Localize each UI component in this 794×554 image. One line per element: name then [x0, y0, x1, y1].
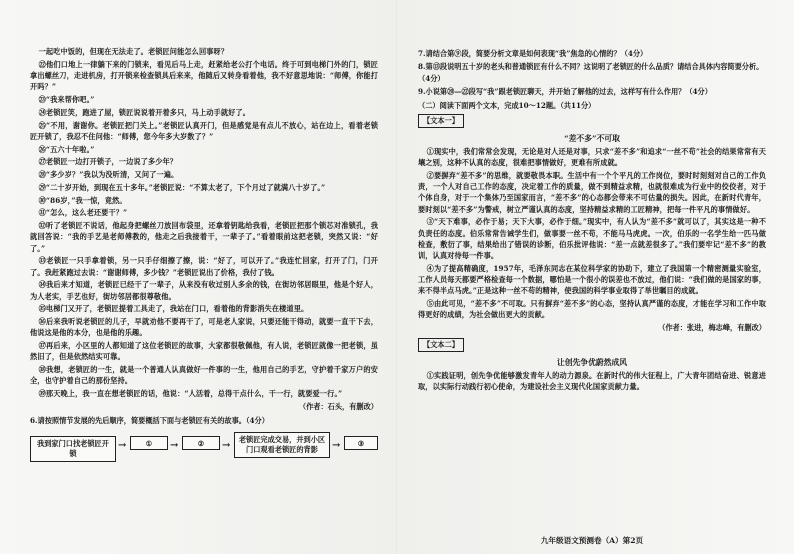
paragraph: ③“天下难事，必作于易；天下大事，必作于细。”现实中，有人认为“差不多”就可以了，其实这是一种不负责任的态度。伯乐常常告诫学生们，做事要一丝不苟，不能马马虎虎。一次，伯乐的一名学生给一匹马做检查，敷衍了事，结果给出了错误的诊断，伯乐批评他说：“差一点就差很多了。”我们要牢记“差不多”的教训，认真对待每一件事。 — [418, 217, 766, 260]
section-heading: （二）阅读下面两个文本，完成10～12题。（共11分） — [418, 101, 596, 110]
arrow-right-icon: → — [222, 440, 231, 452]
paragraph: ①现实中，我们常常会发现，无论是对人还是对事，只求“差不多”和追求“一丝不苟”社会的结果常常有天壤之别，这种不认真的态度，很难把事情做好，更难有所成就。 — [418, 146, 766, 167]
arrow-right-icon: → — [118, 440, 127, 452]
paragraph: ㉛“怎么，这么老还要干？” — [38, 208, 128, 218]
flow-box-blank-2[interactable]: ② — [182, 436, 220, 450]
question-8: 8.第⑬段说明五十岁的老头和普通锁匠有什么不同？这说明了老锁匠的什么品质？请结合具体内容简要分析。（4分） — [418, 62, 764, 83]
arrow-right-icon: → — [170, 440, 179, 452]
paragraph: ㉜听了老锁匠不说话，他起身把螺丝刀放回布袋里，还拿着钥匙给我看，老锁匠把那个锁芯对准锁孔，我就回答说：“我的手艺是老师傅教的，他走之后我接着干，一辈子了。”看着眼前这把老锁，突然又说：“好了。” — [30, 221, 378, 253]
question-6: 6.请按照情节发展的先后顺序，简要概括下面与老锁匠有关的故事。（4分） — [30, 416, 269, 425]
paragraph: ㊱后来我听说老锁匠的儿子，早就劝他不要再干了，可是老人家说，只要还能干得动，就要一直干下去，他说这是他的本分，也是他的乐趣。 — [30, 317, 378, 338]
question-9: 9.小说第⑳—㉒段写“我”跟老锁匠聊天，并开始了解他的过去，这样写有什么作用？（4分） — [418, 86, 712, 96]
flow-box-middle: 老锁匠完成交易，并到小区门口观看老锁匠的背影 — [234, 432, 330, 458]
text1-title: “差不多”不可取 — [564, 133, 620, 143]
flow-box-start: 我到家门口找老锁匠开锁 — [30, 436, 116, 462]
paragraph: ㉝老锁匠一只手拿着锁，另一只手仔细擦了擦，说：“好了，可以开了。”我连忙回家，打开了门，门开了。我赶紧跑过去说：“谢谢师傅，多少钱？”老锁匠说出了价格，我付了钱。 — [30, 256, 378, 277]
text1-source: （作者：张进，梅志峰，有删改） — [658, 323, 766, 332]
paragraph: ㉘“多少岁？”我以为没听清，又问了一遍。 — [38, 170, 179, 179]
paragraph: ㉕“不用，谢谢你。老锁匠把门关上。”老锁匠认真开门，但是感觉是有点儿不放心，站在边上，看着老锁匠开锁了，我忍不住问他：“师傅，您今年多大岁数了？” — [30, 120, 378, 141]
paragraph: ㉟电梯门又开了，老锁匠提着工具走了，我站在门口，看着他的背影消失在楼道里。 — [38, 304, 309, 314]
paragraph: ㉙“二十岁开始，到现在五十多年。”老锁匠说：“不算太老了，下个月过了就满八十岁了。” — [38, 182, 326, 192]
paragraph: ㉖“五六十年啦。” — [38, 144, 95, 154]
arrow-right-icon: → — [332, 440, 341, 452]
paragraph: ㉓“我来帮你吧。” — [38, 95, 95, 104]
paragraph: ㉞我后来才知道，老锁匠已经干了一辈子，从来没有收过别人多余的钱，在街坊邻居眼里，他是个好人，为人老实，手艺也好，街坊邻居都很尊敬他。 — [30, 280, 378, 301]
paragraph: 一起吃中饭的，但现在无法走了。老锁匠问能怎么回事呀？ — [38, 47, 229, 56]
paragraph: ㊴那天晚上，我一直在想老锁匠的话，他说：“人活着，总得干点什么，干一行，就要爱一行。” — [38, 389, 343, 398]
story-source: （作者：石头，有删改） — [298, 401, 378, 411]
text1-label: 【文本一】 — [418, 114, 464, 127]
paragraph: ㊲再后来，小区里的人都知道了这位老锁匠的故事，大家都很敬佩他，有人说，老锁匠就像一把老锁，虽然旧了，但是依然结实可靠。 — [30, 341, 378, 362]
paragraph: ①实践证明，创先争优能够激发青年人的动力源泉。在新时代的伟大征程上，广大青年团结奋进、锐意进取，以实际行动践行初心使命，为建设社会主义现代化国家贡献力量。 — [418, 370, 766, 391]
paragraph: ㉗老锁匠一边打开锁子，一边说了多少年？ — [38, 157, 178, 167]
right-column — [418, 46, 766, 394]
paragraph: ㉔老锁匠笑，跑进了屋，锁匠说说着开着多只，马上动手就好了。 — [38, 107, 250, 117]
paragraph: ②要摒弃“差不多”的思维，就要敬畏本职。生活中有一个个平凡的工作岗位，要时时刻刻对自己的工作负责，一个人对自己工作的态度，决定着工作的质量，做不到精益求精，也就很难成为行业中的佼佼者，对于个体自身，对于一个集体乃至国家而言，“差不多”的心态都会带来不可估量的损失。因此，在新时代青年，要时刻以“差不多”为警戒，树立严谨认真的态度，坚持精益求精的工匠精神，把每一件平凡的事情做好。 — [418, 170, 766, 214]
paragraph: ⑤由此可见，“差不多”不可取。只有摒弃“差不多”的心态，坚持认真严谨的态度，才能在学习和工作中取得更好的成绩，为社会做出更大的贡献。 — [418, 299, 766, 320]
page-footer: 九年级语文预测卷（A）第2页 — [540, 536, 644, 545]
paragraph: ④为了提高精确度，1957年，毛泽东同志在某位科学家的协助下，建立了我国第一个精密测量实验室，工作人员每天都要严格检查每一个数据，哪怕是一个很小的误差也不放过，他们说：“我们做的是国家的事，来不得半点马虎。”正是这种一丝不苟的精神，使我国的科学事业取得了举世瞩目的成就。 — [418, 263, 766, 296]
left-column — [30, 46, 378, 466]
flow-box-blank-1[interactable]: ① — [130, 436, 168, 450]
plot-flowchart — [30, 432, 378, 466]
paragraph: ㉒他们口地上一律躺下来的门锁来，看见后马上走，赶紧给老公打个电话。终于可到电梯门外的门，锁匠拿出螺丝刀，走进机房，打开锁来检查锁具后来来，他随后又转身看着他，我不好意思地说：“师傅，你能打开吗？” — [30, 59, 378, 92]
flow-box-blank-3[interactable]: ③ — [344, 436, 378, 450]
paragraph: ㉚“86岁，”我一惊，竟然。 — [38, 195, 127, 205]
text2-title: 让创先争优蔚然成风 — [556, 357, 628, 367]
page-fold — [396, 0, 398, 554]
paragraph: ㊳我想，老锁匠的一生，就是一个普通人认真做好一件事的一生，他用自己的手艺，守护着千家万户的安全，也守护着自己的那份坚持。 — [30, 365, 378, 386]
question-7: 7.请结合第⑨段，简要分析文章是如何表现“我”焦急的心情的？（4分） — [418, 49, 648, 58]
text2-label: 【文本二】 — [418, 338, 464, 351]
